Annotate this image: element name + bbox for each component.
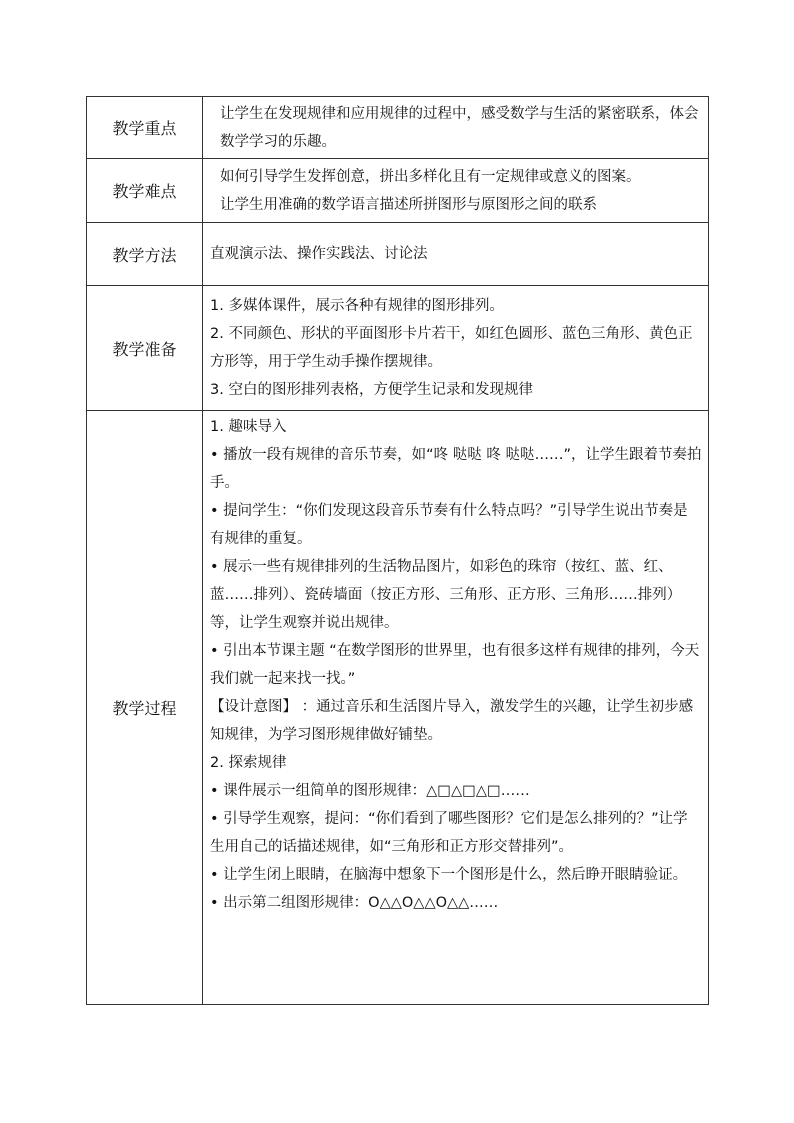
row-content: [203, 223, 709, 286]
row-label: 教学准备: [87, 286, 203, 411]
content-line: 1. 多媒体课件，展示各种有规律的图形排列。: [210, 298, 504, 314]
content-line: • 展示一些有规律排列的生活物品图片，如彩色的珠帘（按红、蓝、红、蓝……排列）、瓷砖墙面（按正方形、三角形、正方形、三角形……排列）等，让学生观察并说出规律。: [210, 559, 682, 631]
content-line: • 播放一段有规律的音乐节奏，如“咚 哒哒 咚 哒哒……”，让学生跟着节奏拍手。: [210, 447, 702, 491]
content-line: • 课件展示一组简单的图形规律：△□△□△□……: [210, 783, 530, 799]
content-line: 2. 探索规律: [210, 755, 287, 771]
design-intent: 【设计意图】 ：通过音乐和生活图片导入，激发学生的兴趣，让学生初步感知规律，为学习图形规律做好铺垫。: [210, 699, 694, 743]
content-line: 如何引导学生发挥创意，拼出多样化且有一定规律或意义的图案。: [220, 168, 641, 185]
content-line: 2. 不同颜色、形状的平面图形卡片若干，如红色圆形、蓝色三角形、黄色正方形等，用于学生动手操作摆规律。: [210, 326, 693, 370]
table-row-difficulties: [87, 159, 709, 223]
content-line: 1. 趣味导入: [210, 419, 287, 435]
content-line: 3. 空白的图形排列表格，方便学生记录和发现规律: [210, 382, 533, 398]
row-content: [203, 411, 709, 1005]
content-line: 直观演示法、操作实践法、讨论法: [210, 246, 428, 262]
row-label: 教学方法: [87, 223, 203, 286]
row-label: 教学难点: [87, 159, 203, 223]
lesson-plan-table: [86, 96, 709, 1005]
content-line: • 出示第二组图形规律：O△△O△△O△△……: [210, 895, 499, 911]
content-line: • 提问学生：“你们发现这段音乐节奏有什么特点吗？”引导学生说出节奏是有规律的重复。: [210, 503, 688, 547]
content-line: 让学生在发现规律和应用规律的过程中，感受数学与生活的紧密联系，体会数学学习的乐趣。: [220, 105, 699, 150]
content-line: • 让学生闭上眼睛，在脑海中想象下一个图形是什么，然后睁开眼睛验证。: [210, 867, 688, 883]
row-content: [203, 97, 709, 159]
row-content: [203, 286, 709, 411]
table-row-process: [87, 411, 709, 1005]
row-label: 教学重点: [87, 97, 203, 159]
row-content: [203, 159, 709, 223]
row-label: 教学过程: [87, 411, 203, 1005]
content-line: 让学生用准确的数学语言描述所拼图形与原图形之间的联系: [220, 196, 597, 213]
table-row-methods: [87, 223, 709, 286]
table-row-key-points: [87, 97, 709, 159]
content-line: • 引出本节课主题 “在数学图形的世界里，也有很多这样有规律的排列，今天我们就一起来找一找。”: [210, 643, 700, 687]
content-line: • 引导学生观察，提问：“你们看到了哪些图形？它们是怎么排列的？”让学生用自己的话描述规律，如“三角形和正方形交替排列”。: [210, 811, 688, 855]
table-row-preparation: [87, 286, 709, 411]
